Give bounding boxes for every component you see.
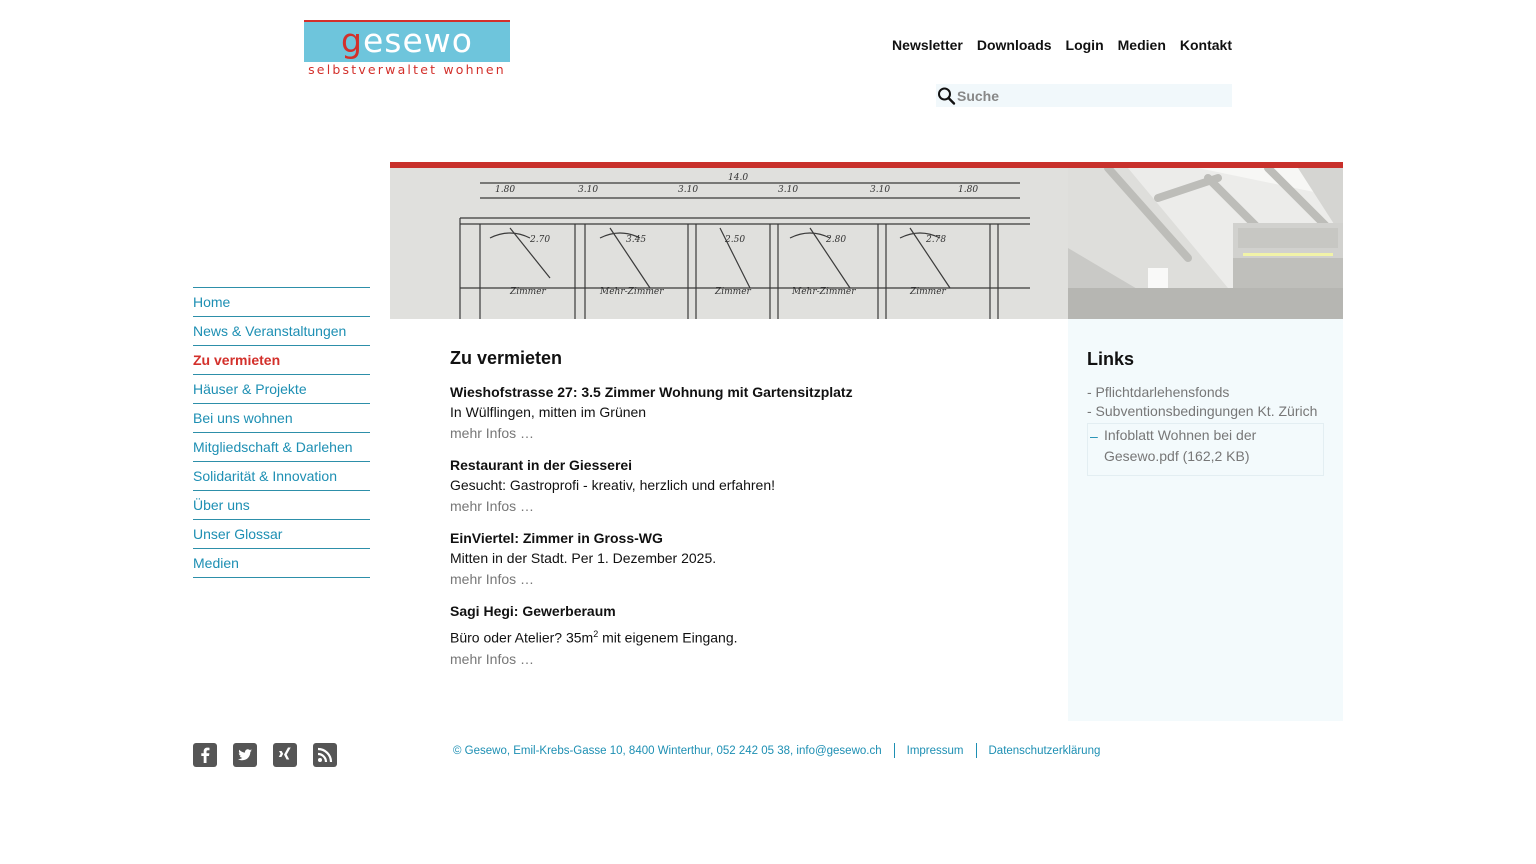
listing-title: EinViertel: Zimmer in Gross-WG: [450, 530, 663, 546]
more-info-link[interactable]: mehr Infos …: [450, 571, 535, 587]
pdf-download-link[interactable]: Infoblatt Wohnen bei der Gesewo.pdf (162,2 KB): [1104, 427, 1257, 464]
footer-divider: [976, 743, 977, 758]
logo-tagline: selbstverwaltet wohnen: [308, 62, 506, 77]
site-footer: [453, 743, 1100, 758]
plan-label: 2.78: [926, 235, 947, 245]
topnav-downloads[interactable]: Downloads: [976, 37, 1052, 53]
link-subventionsbedingungen[interactable]: - Subventionsbedingungen Kt. Zürich: [1087, 403, 1318, 419]
plan-label: 14.0: [728, 173, 749, 183]
footer-privacy-link[interactable]: Datenschutzerklärung: [988, 744, 1101, 757]
listing-text: In Wülflingen, mitten im Grünen: [450, 404, 647, 420]
listing-item: [450, 382, 1050, 444]
logo-letters: esewo: [362, 21, 473, 60]
plan-label: 2.70: [530, 235, 551, 245]
plan-label: 3.10: [578, 185, 599, 195]
social-links: [193, 743, 337, 767]
footer-divider: [894, 743, 895, 758]
sidenav-item-home[interactable]: Home: [193, 288, 370, 317]
link-pflichtdarlehensfonds[interactable]: - Pflichtdarlehensfonds: [1087, 384, 1230, 400]
listing-text-rest: mit eigenem Eingang.: [598, 629, 738, 646]
topnav-kontakt[interactable]: Kontakt: [1179, 37, 1232, 53]
rss-icon[interactable]: [313, 743, 337, 767]
listing-text-main: Büro oder Atelier? 35m: [450, 629, 594, 646]
topnav-login[interactable]: Login: [1065, 37, 1104, 53]
plan-label: 3.10: [678, 185, 699, 195]
more-info-link[interactable]: mehr Infos …: [450, 425, 535, 441]
hero-banner: [390, 162, 1343, 319]
more-info-link[interactable]: mehr Infos …: [450, 650, 535, 667]
plan-label: 2.50: [725, 235, 746, 245]
floor-plan-image: [390, 168, 1068, 319]
sidenav-item-zu-vermieten[interactable]: Zu vermieten: [193, 346, 370, 375]
apartment-photo: [1068, 168, 1343, 319]
plan-label: 1.80: [958, 185, 979, 195]
facebook-icon[interactable]: [193, 743, 217, 767]
plan-label: 3.10: [870, 185, 891, 195]
search-input[interactable]: [957, 86, 1227, 106]
plan-label: 3.45: [626, 235, 647, 245]
listing-text: Mitten in der Stadt. Per 1. Dezember 2025.: [450, 550, 717, 566]
sidenav-item-ueber-uns[interactable]: Über uns: [193, 491, 370, 520]
links-title: Links: [1087, 349, 1135, 369]
footer-address: © Gesewo, Emil-Krebs-Gasse 10, 8400 Winterthur, 052 242 05 38, info@gesewo.ch: [453, 744, 882, 757]
page-title: Zu vermieten: [450, 348, 563, 368]
listing-text: Gesucht: Gastroprofi - kreativ, herzlich und erfahren!: [450, 477, 775, 493]
plan-label: Mehr-Zimmer: [792, 287, 856, 297]
listing-title: Sagi Hegi: Gewerberaum: [450, 603, 616, 619]
file-bullet: –: [1090, 428, 1098, 444]
listing-text: [450, 624, 1050, 648]
listing-item: [450, 528, 1050, 590]
file-download: [1087, 423, 1324, 476]
links-sidebar: [1068, 319, 1343, 721]
top-navigation: [892, 37, 1232, 53]
listing-title: Restaurant in der Giesserei: [450, 457, 633, 473]
listing-item: [450, 601, 1050, 670]
topnav-newsletter[interactable]: Newsletter: [892, 37, 963, 53]
sidenav-item-solidaritaet[interactable]: Solidarität & Innovation: [193, 462, 370, 491]
main-content: [450, 348, 1050, 681]
site-logo[interactable]: [304, 20, 510, 78]
twitter-icon[interactable]: [233, 743, 257, 767]
sidenav-item-mitgliedschaft[interactable]: Mitgliedschaft & Darlehen: [193, 433, 370, 462]
sidenav-item-bei-uns-wohnen[interactable]: Bei uns wohnen: [193, 404, 370, 433]
logo-letter-g: g: [341, 21, 363, 60]
footer-impressum-link[interactable]: Impressum: [906, 744, 964, 757]
listing-item: [450, 455, 1050, 517]
sidenav-item-medien[interactable]: Medien: [193, 549, 370, 578]
sidenav-item-glossar[interactable]: Unser Glossar: [193, 520, 370, 549]
more-info-link[interactable]: mehr Infos …: [450, 498, 535, 514]
search-bar: [936, 84, 1232, 107]
plan-label: 1.80: [495, 185, 516, 195]
xing-icon[interactable]: [273, 743, 297, 767]
plan-label: 3.10: [778, 185, 799, 195]
search-icon[interactable]: [936, 85, 957, 106]
logo-box: [304, 20, 510, 62]
plan-label: Mehr-Zimmer: [600, 287, 664, 297]
sidenav-item-haeuser-projekte[interactable]: Häuser & Projekte: [193, 375, 370, 404]
plan-label: 2.80: [826, 235, 847, 245]
plan-label: Zimmer: [910, 287, 946, 297]
side-navigation: [193, 287, 370, 578]
superscript: 2: [593, 629, 599, 639]
listing-title: Wieshofstrasse 27: 3.5 Zimmer Wohnung mit Gartensitzplatz: [450, 384, 853, 400]
plan-label: Zimmer: [715, 287, 751, 297]
logo-wordmark: [304, 22, 510, 60]
topnav-medien[interactable]: Medien: [1117, 37, 1166, 53]
plan-label: Zimmer: [510, 287, 546, 297]
sidenav-item-news[interactable]: News & Veranstaltungen: [193, 317, 370, 346]
